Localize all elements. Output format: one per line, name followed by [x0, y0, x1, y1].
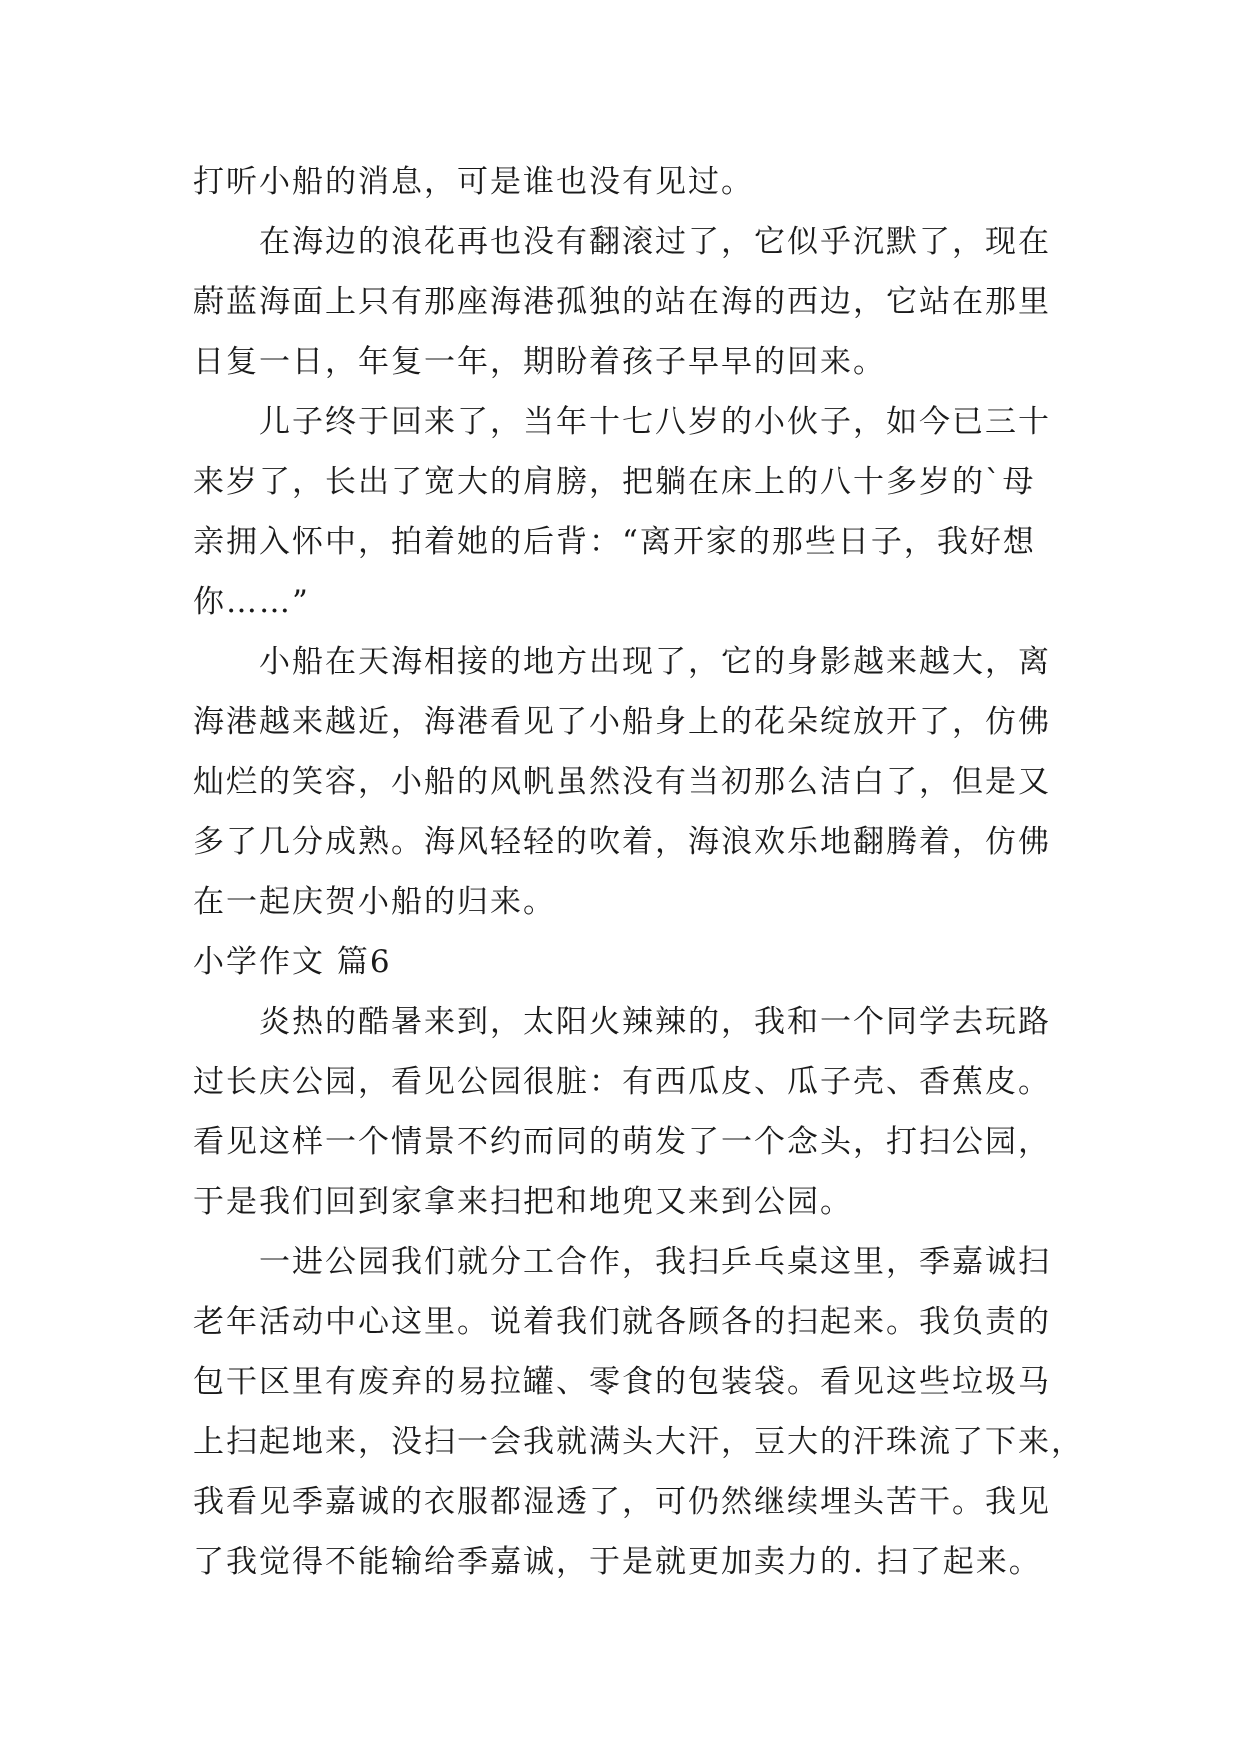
text-line: 在一起庆贺小船的归来。	[193, 884, 556, 920]
paragraph-start-line: 小船在天海相接的地方出现了，它的身影越来越大，离	[259, 644, 1051, 680]
text-line: 你……”	[193, 584, 310, 620]
text-line: 包干区里有废弃的易拉罐、零食的包装袋。看见这些垃圾马	[193, 1364, 1051, 1400]
text-line: 看见这样一个情景不约而同的萌发了一个念头，打扫公园，	[193, 1124, 1051, 1160]
text-line: 来岁了，长出了宽大的肩膀，把躺在床上的八十多岁的`母	[193, 464, 1036, 500]
text-line: 打听小船的消息，可是谁也没有见过。	[193, 164, 754, 200]
text-line: 海港越来越近，海港看见了小船身上的花朵绽放开了，仿佛	[193, 704, 1051, 740]
paragraph-start-line: 儿子终于回来了，当年十七八岁的小伙子，如今已三十	[259, 404, 1051, 440]
text-line: 日复一日，年复一年，期盼着孩子早早的回来。	[193, 344, 886, 380]
paragraph-start-line: 一进公园我们就分工合作，我扫乒乓桌这里，季嘉诚扫	[259, 1244, 1051, 1280]
text-line: 了我觉得不能输给季嘉诚，于是就更加卖力的. 扫了起来。	[193, 1544, 1042, 1580]
section-heading: 小学作文 篇6	[193, 944, 392, 980]
text-line: 蔚蓝海面上只有那座海港孤独的站在海的西边，它站在那里	[193, 284, 1051, 320]
text-line: 亲拥入怀中，拍着她的后背：“离开家的那些日子，我好想	[193, 524, 1036, 560]
text-line: 于是我们回到家拿来扫把和地兜又来到公园。	[193, 1184, 853, 1220]
text-line: 我看见季嘉诚的衣服都湿透了，可仍然继续埋头苦干。我见	[193, 1484, 1051, 1520]
text-line: 上扫起地来，没扫一会我就满头大汗，豆大的汗珠流了下来，	[193, 1424, 1084, 1460]
text-line: 过长庆公园，看见公园很脏：有西瓜皮、瓜子壳、香蕉皮。	[193, 1064, 1051, 1100]
text-line: 灿烂的笑容，小船的风帆虽然没有当初那么洁白了，但是又	[193, 764, 1051, 800]
document-body	[193, 152, 1084, 1592]
text-line: 多了几分成熟。海风轻轻的吹着，海浪欢乐地翻腾着，仿佛	[193, 824, 1051, 860]
paragraph-start-line: 在海边的浪花再也没有翻滚过了，它似乎沉默了，现在	[259, 224, 1051, 260]
text-line: 老年活动中心这里。说着我们就各顾各的扫起来。我负责的	[193, 1304, 1051, 1340]
paragraph-start-line: 炎热的酷暑来到，太阳火辣辣的，我和一个同学去玩路	[259, 1004, 1051, 1040]
